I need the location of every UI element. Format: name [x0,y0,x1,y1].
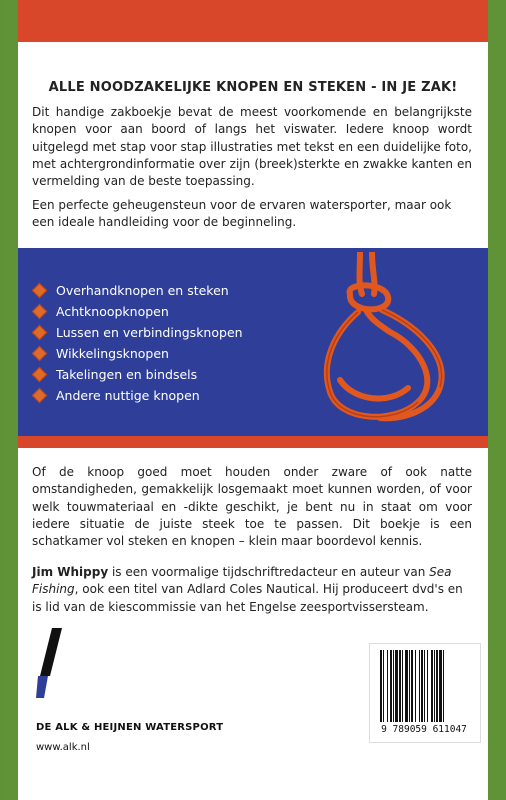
publisher-logo-icon [36,628,62,698]
feature-list [34,280,243,406]
author-text-a: is een voormalige tijdschriftredacteur en auteur van [108,565,430,579]
knot-bullet-icon [32,346,48,362]
intro-paragraph: Dit handige zakboekje bevat de meest voorkomende en belangrijkste knopen voor aan boord of langs het viswater. Iedere knoop wordt uitgelegd met stap voor stap illustraties met tekst en een duidelijke foto, met achtergrondinformatie over zijn (breek)sterkte en zwakke kanten en vermelding van de beste toepassing. [32,105,472,189]
rope-knot-icon [300,252,470,432]
body-paragraph: Of de knoop goed moet houden onder zware of ook natte omstandigheden, gemakkelijk losgemaakt moet kunnen worden, of voor welk touwmateriaal en -dikte geschikt, je bent nu in staat om voor iedere situatie de juiste steek toe te passen. Dit boekje is een schatkamer vol steken en knopen – klein maar boordevol kennis. [32,465,472,549]
feature-label: Lussen en verbindingsknopen [56,325,243,340]
feature-label: Andere nuttige knopen [56,388,200,403]
barcode-bar [444,650,446,722]
feature-label: Wikkelingsknopen [56,346,169,361]
knot-bullet-icon [32,304,48,320]
red-divider-stripe [18,436,488,448]
publisher-name: DE ALK & HEIJNEN WATERSPORT [36,722,224,733]
feature-label: Takelingen en bindsels [56,367,198,382]
feature-label: Overhandknopen en steken [56,283,229,298]
intro-paragraph-2: Een perfecte geheugensteun voor de ervaren watersporter, maar ook een ideale handleiding voor de beginneling. [32,198,452,230]
headline: ALLE NOODZAKELIJKE KNOPEN EN STEKEN - IN JE ZAK! [48,80,458,95]
list-item [34,364,243,385]
list-item [34,343,243,364]
publisher-website: www.alk.nl [36,742,90,753]
feature-label: Achtknoopknopen [56,304,169,319]
knot-bullet-icon [32,367,48,383]
knot-bullet-icon [32,325,48,341]
isbn-number: 9 789059 611047 [381,724,467,735]
top-red-band [18,0,488,42]
list-item [34,385,243,406]
author-bio [32,564,472,616]
knot-bullet-icon [32,388,48,404]
knot-bullet-icon [32,283,48,299]
author-text-b: , ook een titel van Adlard Coles Nautical. Hij produceert dvd's en is lid van de kiescommissie van het Engelse zeesportvissersteam. [32,582,463,614]
author-name: Jim Whippy [32,565,109,579]
list-item [34,322,243,343]
book-title: Sea Fishing [32,565,452,597]
list-item [34,280,243,301]
barcode [380,650,470,722]
list-item [34,301,243,322]
